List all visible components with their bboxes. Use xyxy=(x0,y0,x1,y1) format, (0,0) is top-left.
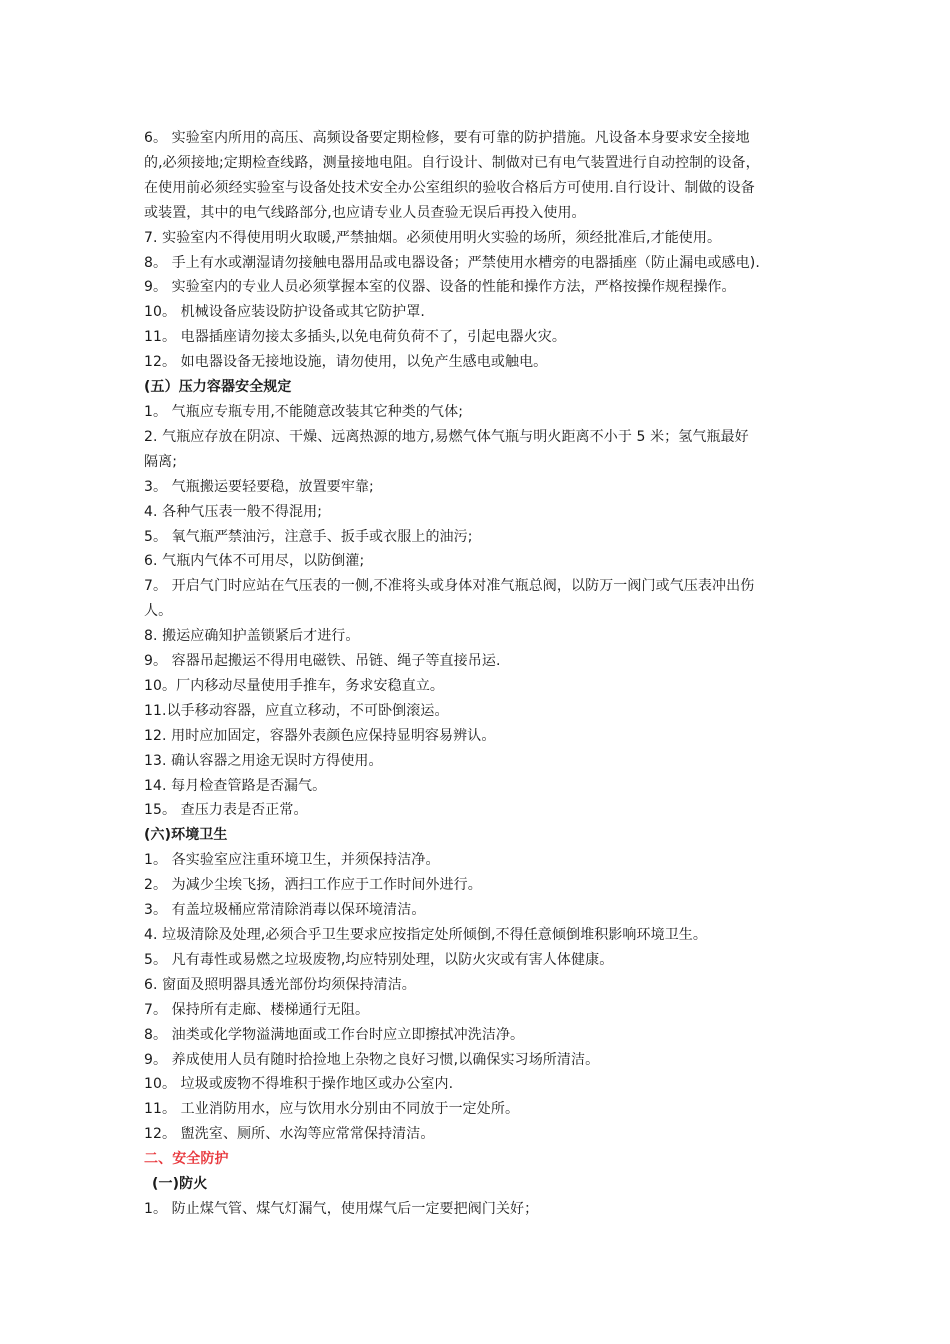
text-line: 12. 用时应加固定，容器外表颜色应保持显明容易辨认。 xyxy=(144,727,496,744)
text-line: 10。厂内移动尽量使用手推车，务求安稳直立。 xyxy=(144,677,445,694)
text-line: 7. 实验室内不得使用明火取暖,严禁抽烟。必须使用明火实验的场所，须经批准后,才能使用。 xyxy=(144,229,722,246)
text-line: 7。 开启气门时应站在气压表的一侧,不准将头或身体对准气瓶总阀，以防万一阀门或气压表冲出伤 xyxy=(144,578,755,595)
text-line: 2. 气瓶应存放在阴凉、干燥、远离热源的地方,易燃气体气瓶与明火距离不小于 5 米；氢气瓶最好 xyxy=(144,428,749,445)
text-line: 1。 防止煤气管、煤气灯漏气，使用煤气后一定要把阀门关好； xyxy=(144,1200,539,1217)
section-heading: (一)防火 xyxy=(152,1176,208,1193)
text-line: 11。 工业消防用水，应与饮用水分别由不同放于一定处所。 xyxy=(144,1101,520,1118)
text-line: 2。 为减少尘埃飞扬，洒扫工作应于工作时间外进行。 xyxy=(144,877,482,894)
text-line: 9。 养成使用人员有随时拾捡地上杂物之良好习惯,以确保实习场所清洁。 xyxy=(144,1051,600,1068)
text-line: 12。 盥洗室、厕所、水沟等应常常保持清洁。 xyxy=(144,1126,435,1143)
text-line: 6。 实验室内所用的高压、高频设备要定期检修，要有可靠的防护措施。凡设备本身要求安全接地 xyxy=(144,130,750,146)
text-line: 15。 查压力表是否正常。 xyxy=(144,802,308,819)
text-line: 6. 气瓶内气体不可用尽，以防倒灌; xyxy=(144,553,365,570)
text-line: 11。 电器插座请勿接太多插头,以免电荷负荷不了，引起电器火灾。 xyxy=(144,329,566,346)
text-line: 6. 窗面及照明器具透光部份均须保持清洁。 xyxy=(144,976,416,993)
text-line: 9。 容器吊起搬运不得用电磁铁、吊链、绳子等直接吊运. xyxy=(144,653,501,670)
text-line: 或装置，其中的电气线路部分,也应请专业人员查验无误后再投入使用。 xyxy=(144,204,586,221)
text-line: 人。 xyxy=(144,603,173,620)
text-line: 8。 手上有水或潮湿请勿接触电器用品或电器设备；严禁使用水槽旁的电器插座（防止漏电或感电). xyxy=(144,254,760,271)
section-heading: (六)环境卫生 xyxy=(144,827,228,844)
text-line: 10。 机械设备应装设防护设备或其它防护罩. xyxy=(144,304,425,321)
text-line: 10。 垃圾或废物不得堆积于操作地区或办公室内. xyxy=(144,1076,454,1093)
text-line: 1。 各实验室应注重环境卫生，并须保持洁净。 xyxy=(144,852,440,869)
text-line: 3。 有盖垃圾桶应常清除消毒以保环境清洁。 xyxy=(144,902,426,919)
document-page xyxy=(144,126,812,1222)
text-line: 13. 确认容器之用途无误时方得使用。 xyxy=(144,752,383,769)
text-line: 12。 如电器设备无接地设施，请勿使用，以免产生感电或触电。 xyxy=(144,354,548,371)
text-line: 隔离; xyxy=(144,453,178,470)
text-line: 8。 油类或化学物溢满地面或工作台时应立即擦拭冲洗洁净。 xyxy=(144,1026,525,1043)
text-line: 4. 各种气压表一般不得混用; xyxy=(144,503,323,520)
text-line: 5。 氧气瓶严禁油污，注意手、扳手或衣服上的油污; xyxy=(144,528,473,545)
text-line: 8. 搬运应确知护盖锁紧后才进行。 xyxy=(144,628,360,645)
text-line: 1。 气瓶应专瓶专用,不能随意改装其它种类的气体; xyxy=(144,403,464,420)
text-line: 在使用前必须经实验室与设备处技术安全办公室组织的验收合格后方可使用.自行设计、制做的设备 xyxy=(144,179,755,196)
text-line: 5。 凡有毒性或易燃之垃圾废物,均应特别处理，以防火灾或有害人体健康。 xyxy=(144,951,614,968)
text-line: 4. 垃圾清除及处理,必须合乎卫生要求应按指定处所倾倒,不得任意倾倒堆积影响环境卫生。 xyxy=(144,927,708,943)
text-line: 14. 每月检查管路是否漏气。 xyxy=(144,777,327,794)
text-line: 的,必须接地;定期检查线路，测量接地电阻。自行设计、制做对已有电气装置进行自动控制的设备， xyxy=(144,154,760,171)
section-heading: (五）压力容器安全规定 xyxy=(144,379,292,396)
text-line: 11.以手移动容器，应直立移动，不可卧倒滚运。 xyxy=(144,702,449,719)
text-line: 7。 保持所有走廊、楼梯通行无阻。 xyxy=(144,1001,370,1018)
text-line: 3。 气瓶搬运要轻要稳，放置要牢靠; xyxy=(144,478,374,495)
text-line: 9。 实验室内的专业人员必须掌握本室的仪器、设备的性能和操作方法，严格按操作规程操作。 xyxy=(144,279,736,296)
chapter-heading: 二、安全防护 xyxy=(144,1151,229,1168)
